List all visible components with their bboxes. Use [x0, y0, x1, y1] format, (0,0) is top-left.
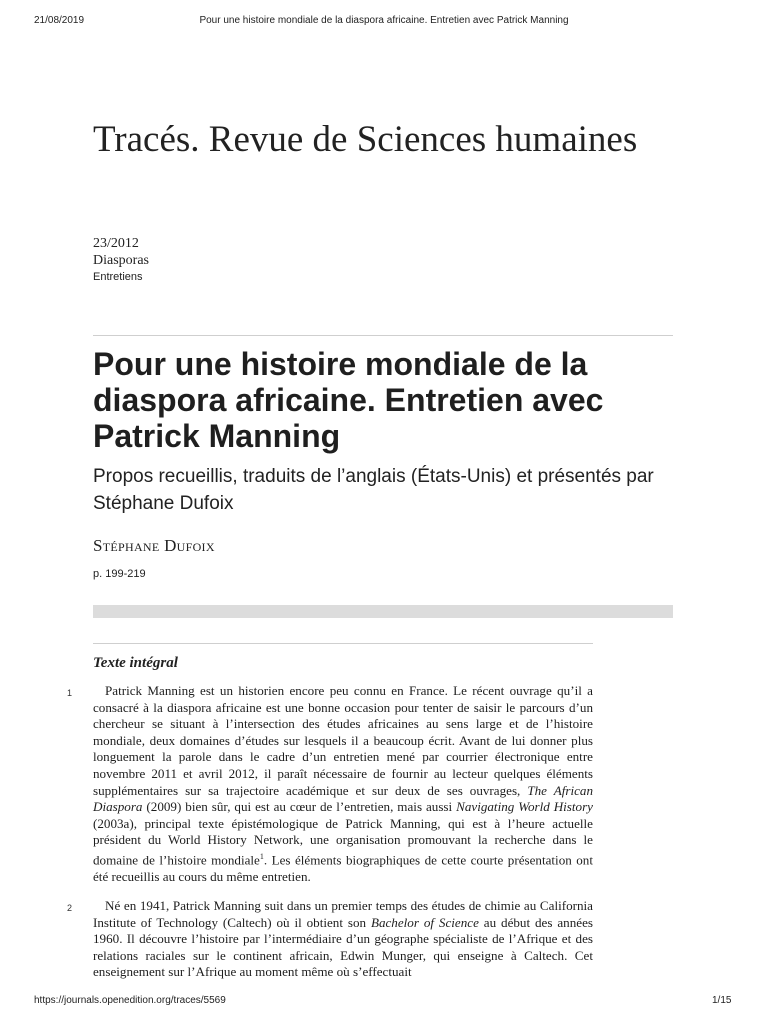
- paragraph-number[interactable]: 1: [67, 688, 73, 698]
- header-divider: [93, 335, 673, 336]
- paragraph-text: (2009) bien sûr, qui est au cœur de l’entretien, mais aussi: [142, 799, 457, 815]
- paragraph-text: . Les éléments biographiques de cette courte présentation ont été recueillis au cours du même entretien.: [93, 852, 593, 884]
- issue-number[interactable]: 23/2012: [93, 236, 139, 251]
- paragraph: [93, 898, 593, 981]
- footnote-link[interactable]: 1: [259, 851, 264, 861]
- print-url: https://journals.openedition.org/traces/5569: [34, 995, 226, 1006]
- section-name[interactable]: Entretiens: [93, 271, 143, 283]
- text-divider: [93, 643, 593, 644]
- paragraph-number[interactable]: 2: [67, 903, 73, 913]
- journal-title[interactable]: Tracés. Revue de Sciences humaines: [93, 119, 638, 160]
- article-title: Pour une histoire mondiale de la diaspora africaine. Entretien avec Patrick Manning: [93, 346, 604, 454]
- print-date: 21/08/2019: [34, 15, 85, 26]
- book-title: The African Diaspora: [93, 782, 594, 815]
- page-range: p. 199-219: [93, 568, 146, 580]
- book-title: Navigating World History: [456, 799, 593, 815]
- full-text-heading: Texte intégral: [93, 655, 178, 671]
- paragraph-text: (2003a), principal texte épistémologique de Patrick Manning, qui est à l’heure actuelle président du World History Network, une organisation promouvant la recherche dans le domaine de l’histoire mondiale: [93, 815, 593, 868]
- paragraph-text: au début des années 1960. Il découvre l’histoire par l’intermédiaire d’un géographe spécialiste de l’Afrique et des relations raciales sur le continent africain, Edwin Munger, qui enseigne à Caltech. Cet enseignement sur l’Afrique au moment même où s’effectuait: [93, 914, 593, 980]
- paragraph-text: Né en 1941, Patrick Manning suit dans un premier temps des études de chimie au California Institute of Technology (Caltech) où il obtient son: [93, 898, 593, 930]
- print-page-count: 1/15: [712, 995, 732, 1006]
- degree-title: Bachelor of Science: [370, 914, 479, 930]
- article-author[interactable]: Stéphane Dufoix: [93, 536, 215, 555]
- print-page-title: Pour une histoire mondiale de la diaspora africaine. Entretien avec Patrick Manning: [199, 15, 569, 26]
- article-subtitle: Propos recueillis, traduits de l’anglais (États-Unis) et présentés par Stéphane Dufoix: [93, 466, 654, 514]
- paragraph-text: Patrick Manning est un historien encore peu connu en France. Le récent ouvrage qu’il a consacré à la diaspora africaine est une bonne occasion pour tenter de saisir le parcours d’un chercheur se situant à l’intersection des études africaines au sens large et de l’histoire mondiale, deux domaines d’études sur lesquels il a beaucoup écrit. Avant de lui donner plus longuement la parole dans le cadre d’un entretien mené par courrier électronique entre novembre 2011 et avril 2012, il paraît nécessaire de fournir au lecteur quelques éléments supplémentaires sur sa trajectoire académique et sur deux de ses ouvrages,: [93, 683, 593, 798]
- issue-theme[interactable]: Diasporas: [93, 253, 149, 268]
- paragraph: [93, 683, 593, 885]
- toolbar-bar: [93, 605, 673, 618]
